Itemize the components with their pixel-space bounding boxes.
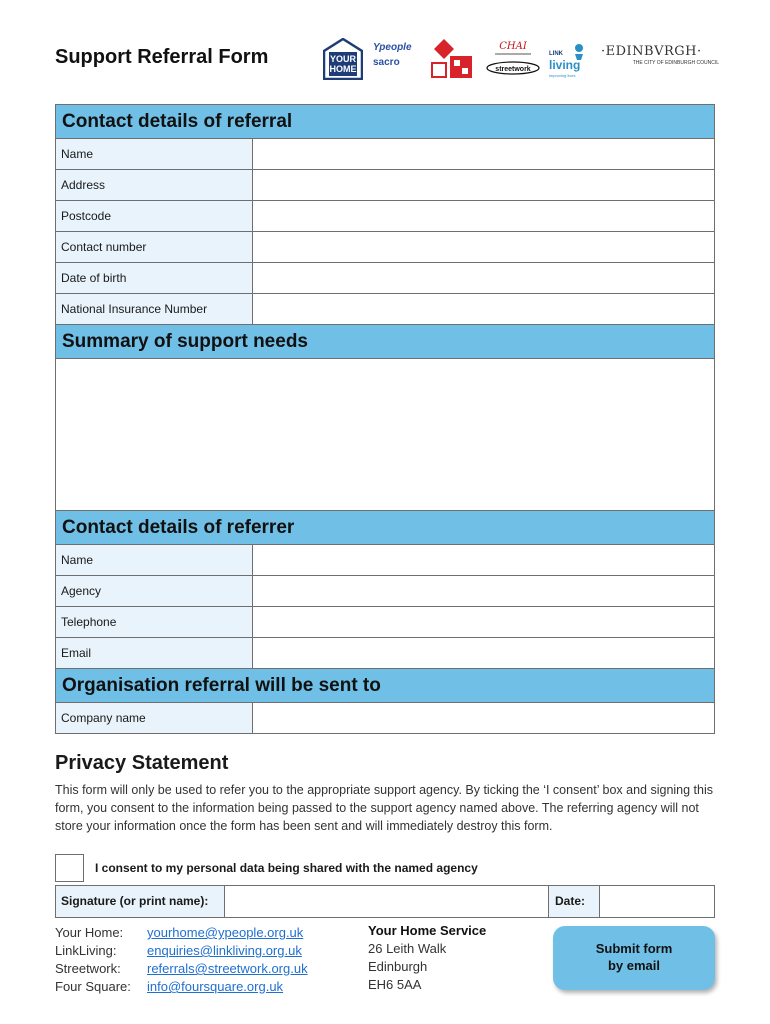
contact-org: LinkLiving: [55,943,117,958]
referral-name-label: Name [56,139,253,170]
chai-streetwork-logo [485,38,541,80]
referral-contact-number-field[interactable] [253,232,715,263]
link-logo-top-text: LINK [549,51,563,57]
contact-email-link[interactable]: referrals@streetwork.org.uk [147,961,308,976]
submit-label-line2: by email [607,958,661,973]
support-needs-textarea[interactable] [55,358,715,511]
referrer-email-field[interactable] [253,638,715,669]
agency-contacts [55,924,308,996]
signature-row [55,885,715,918]
referral-postcode-label: Postcode [56,201,253,232]
date-field[interactable] [600,886,714,917]
table-row [56,703,715,734]
contact-org: Your Home: [55,925,124,940]
consent-row [55,854,715,882]
address-line: Edinburgh [368,959,428,974]
submit-by-email-button[interactable] [553,926,715,990]
contact-row [55,960,308,978]
referrer-telephone-field[interactable] [253,607,715,638]
edinburgh-council-logo [601,44,719,74]
section-heading-contact-referrer: Contact details of referrer [55,510,715,545]
your-home-logo [323,38,363,80]
referral-address-field[interactable] [253,170,715,201]
referral-address-label: Address [56,170,253,201]
referrer-contact-table [55,544,715,669]
table-row [56,294,715,325]
table-row [56,545,715,576]
referrer-agency-label: Agency [56,576,253,607]
referral-dob-field[interactable] [253,263,715,294]
page-title: Support Referral Form [55,46,269,68]
table-row [56,170,715,201]
referral-name-field[interactable] [253,139,715,170]
privacy-text: This form will only be used to refer you to the appropriate support agency. By ticking the ‘I consent’ box and signing this form, you consent to the information being passed to the support agency named above. The referring agency will not store your information once the form has been sent and will immediately destroy this form. [55,783,713,833]
sacro-logo-text: sacro [373,57,400,68]
consent-label: I consent to my personal data being shared with the named agency [95,861,478,875]
referrer-agency-field[interactable] [253,576,715,607]
referral-postcode-field[interactable] [253,201,715,232]
header [55,36,719,86]
section-heading-summary: Summary of support needs [55,324,715,359]
partner-logos [323,36,718,86]
edinburgh-logo-text: ·EDINBVRGH· [601,44,702,59]
contact-org: Four Square: [55,979,131,994]
contact-email-link[interactable]: enquiries@linkliving.org.uk [147,943,302,958]
address-line: 26 Leith Walk [368,941,447,956]
your-home-logo-text-1: YOUR [329,54,357,64]
section-heading-organisation: Organisation referral will be sent to [55,668,715,703]
signature-field[interactable] [225,886,548,917]
table-row [56,232,715,263]
address-title: Your Home Service [368,923,487,938]
ypeople-logo-text: Ypeople [373,42,412,53]
contact-row [55,942,308,960]
organisation-table [55,702,715,734]
signature-label: Signature (or print name): [56,886,225,917]
table-row [56,201,715,232]
ypeople-sacro-logo [373,42,423,76]
referrer-name-label: Name [56,545,253,576]
contact-org: Streetwork: [55,961,121,976]
referral-contact-number-label: Contact number [56,232,253,263]
table-row [56,638,715,669]
contact-email-link[interactable]: info@foursquare.org.uk [147,979,284,994]
your-home-logo-text-2: HOME [329,64,357,74]
chai-logo-text: CHAI [499,41,527,52]
section-heading-contact-referral: Contact details of referral [55,104,715,139]
table-row [56,139,715,170]
link-living-logo [547,40,593,80]
contact-row [55,924,308,942]
company-name-label: Company name [56,703,253,734]
referral-ni-number-label: National Insurance Number [56,294,253,325]
referral-contact-table [55,138,715,325]
submit-label-line1: Submit form [595,941,673,956]
referral-ni-number-field[interactable] [253,294,715,325]
consent-checkbox[interactable] [55,854,84,882]
date-label: Date: [548,886,600,917]
link-living-logo-text: living [549,58,581,72]
streetwork-logo-text: streetwork [495,66,531,73]
referrer-telephone-label: Telephone [56,607,253,638]
table-row [56,263,715,294]
link-logo-tagline: improving lives [549,73,576,78]
edinburgh-logo-subtitle: THE CITY OF EDINBURGH COUNCIL [632,60,719,66]
four-square-logo [430,38,474,80]
referrer-email-label: Email [56,638,253,669]
contact-row [55,978,308,996]
table-row [56,607,715,638]
company-name-field[interactable] [253,703,715,734]
service-address [368,922,486,994]
referral-dob-label: Date of birth [56,263,253,294]
table-row [56,576,715,607]
contact-email-link[interactable]: yourhome@ypeople.org.uk [147,925,304,940]
address-line: EH6 5AA [368,977,422,992]
privacy-title: Privacy Statement [55,752,229,774]
referrer-name-field[interactable] [253,545,715,576]
